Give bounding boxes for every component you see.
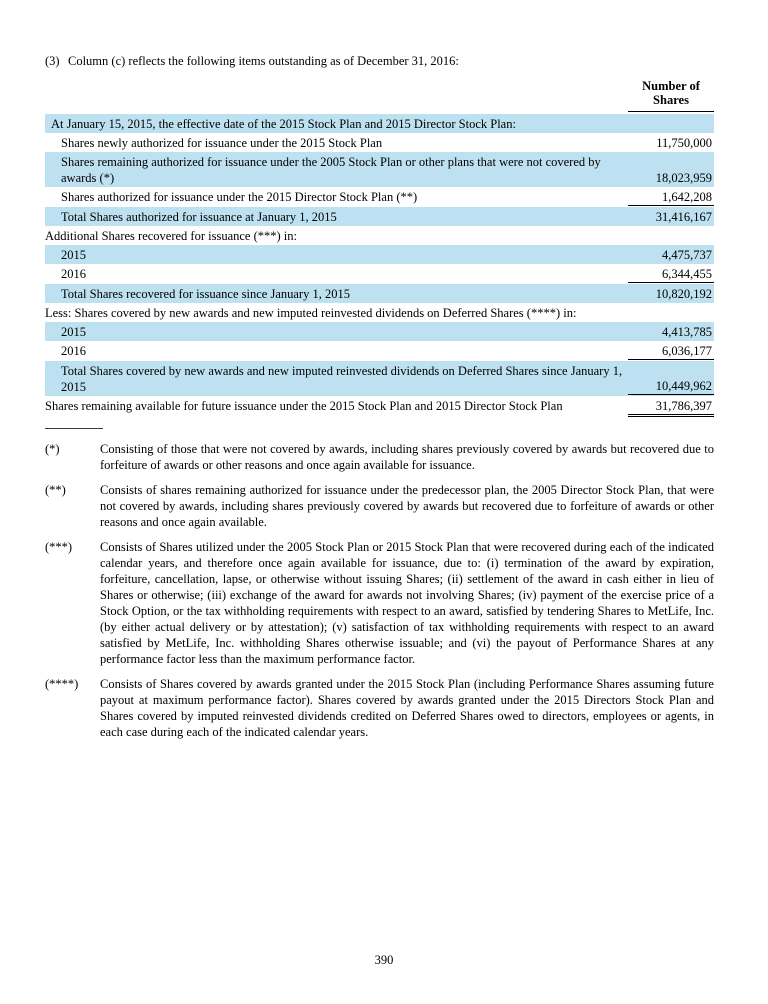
footnote-text: Consists of Shares utilized under the 2005 Stock Plan or 2015 Stock Plan that were recovered during each of the indicated calendar years, and therefore once again available for issuance, due to: (i) termination of the award by expiration, forfeiture, cancellation, lapse, or otherwise without issuing Shares; (ii) settlement of the award in cash either in lieu of Shares or otherwise; (iii) exchange of the award for awards not involving Shares; (iv) payment of the exercise price of a Stock Option, or the tax withholding requirements with respect to an award, satisfied by tendering Shares to MetLife, Inc. (by either actual delivery or by attestation); (v) satisfaction of tax withholding requirements with respect to an award satisfied by MetLife, Inc. withholding Shares otherwise issuable; and (vi) the payout of Performance Shares at any performance factor less than the maximum performance factor. [100,540,714,666]
row-label: Less: Shares covered by new awards and new imputed reinvested dividends on Deferred Shares (****) in: [45,305,577,320]
table-body [45,114,714,416]
number-of-shares-header [628,80,714,112]
row-value: 31,786,397 [628,398,714,415]
table-row [45,114,714,133]
intro-note [45,53,714,69]
row-value: 31,416,167 [655,209,712,224]
row-label: 2015 [61,247,86,262]
footnote-text: Consisting of those that were not covered by awards, including shares previously covered by awards but recovered due to forfeiture of awards or other reasons and once again available for issuance. [100,442,714,472]
row-value: 11,750,000 [656,135,712,150]
footnote-separator [45,428,103,429]
table-row [45,133,714,152]
table-row [45,264,714,284]
header-line2: Shares [653,92,689,107]
footnote-marker: (****) [45,677,79,691]
table-row [45,322,714,341]
table-row [45,152,714,187]
row-label: Shares newly authorized for issuance under the 2015 Stock Plan [61,135,383,150]
table-row [45,396,714,416]
row-value: 6,344,455 [628,266,714,283]
footnote-marker: (**) [45,483,66,497]
footnote-marker: (*) [45,442,60,456]
row-value: 6,036,177 [628,343,714,360]
row-value: 4,413,785 [662,324,712,339]
footnote-text: Consists of shares remaining authorized for issuance under the predecessor plan, the 2005 Director Stock Plan, that were not covered by awards, including shares previously covered by awards but recovered due to forfeiture of awards or other reasons and once again available. [100,483,714,529]
row-value: 10,449,962 [628,378,714,395]
page-number: 390 [374,953,394,967]
table-row [45,341,714,361]
table-row [45,226,714,245]
note-text: Column (c) reflects the following items outstanding as of December 31, 2016: [68,54,459,68]
row-label: Additional Shares recovered for issuance (***) in: [45,228,298,243]
row-label: Total Shares recovered for issuance since January 1, 2015 [61,286,350,301]
row-label: 2016 [61,266,86,281]
footnote [45,482,714,530]
row-label: Shares remaining authorized for issuance under the 2005 Stock Plan or other plans that were not covered by awards (*) [61,154,601,185]
row-label: Shares remaining available for future issuance under the 2015 Stock Plan and 2015 Director Stock Plan [45,398,563,413]
row-label: 2015 [61,324,86,339]
row-label: 2016 [61,343,86,358]
header-line1: Number of [642,79,700,93]
row-label: At January 15, 2015, the effective date of the 2015 Stock Plan and 2015 Director Stock Plan: [51,116,516,131]
row-value: 10,820,192 [655,286,712,301]
footnote-text: Consists of Shares covered by awards granted under the 2015 Stock Plan (including Performance Shares assuming future payout at maximum performance factor). Shares covered by awards granted under the 2015 Directors Stock Plan and Shares covered by imputed reinvested dividends credited on Deferred Shares owed to directors, employees or agents, in each case during each of the indicated calendar years. [100,677,714,739]
table-row [45,303,714,322]
shares-table [45,80,714,416]
table-row [45,207,714,226]
footnote [45,676,714,740]
footnotes [45,441,714,740]
footnote [45,441,714,473]
row-value: 18,023,959 [655,170,712,185]
row-label: Total Shares covered by new awards and new imputed reinvested dividends on Deferred Shares since January 1, 2015 [61,363,623,394]
row-label: Total Shares authorized for issuance at January 1, 2015 [61,209,337,224]
row-value: 4,475,737 [662,247,712,262]
footnote-marker: (***) [45,540,73,554]
table-row [45,284,714,303]
table-row [45,245,714,264]
table-row [45,187,714,207]
row-label: Shares authorized for issuance under the 2015 Director Stock Plan (**) [61,189,418,204]
footnote [45,539,714,667]
note-marker: (3) [45,54,60,68]
table-row [45,361,714,396]
row-value: 1,642,208 [628,189,714,206]
